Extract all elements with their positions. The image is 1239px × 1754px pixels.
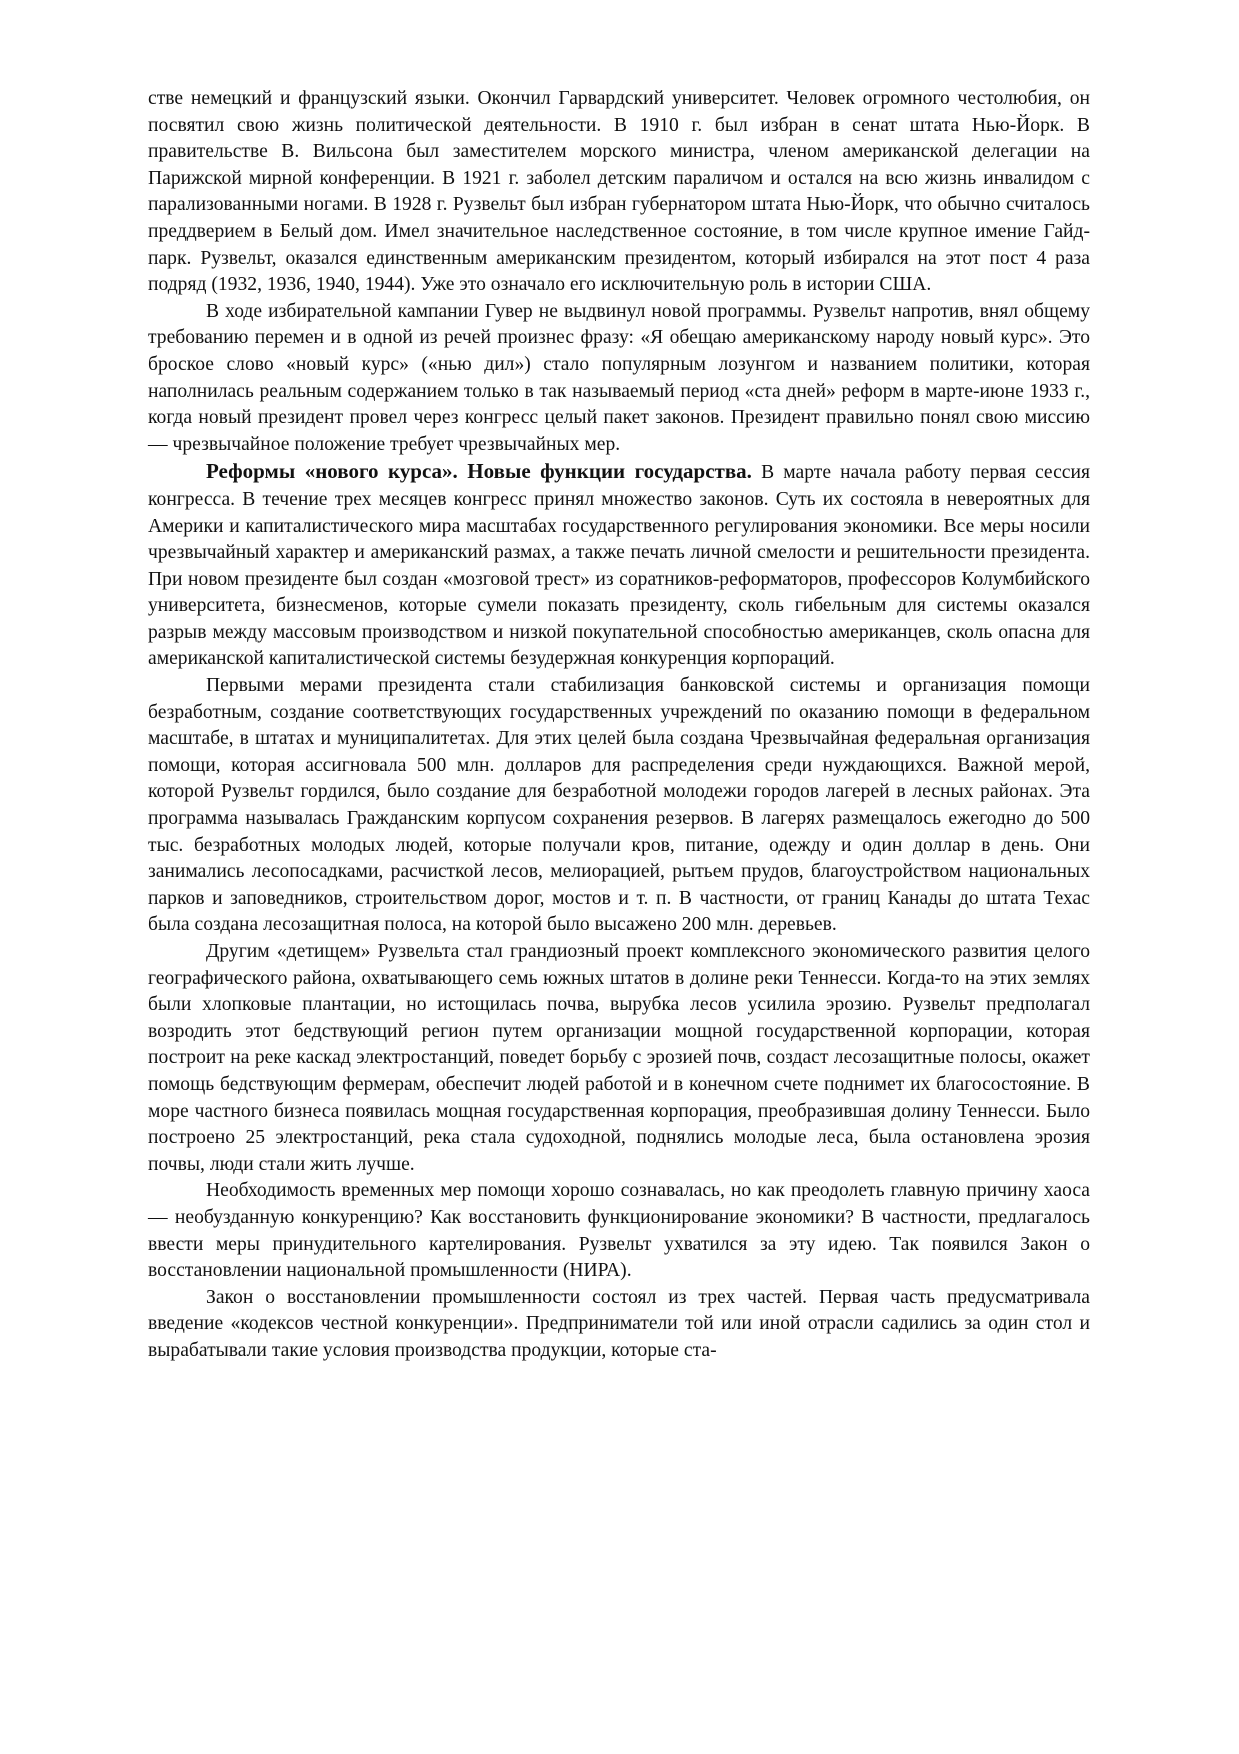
paragraph-new-deal-text: В марте начала работу первая сессия конгресса. В течение трех месяцев конгресс принял множество законов. Суть их состояла в невероятных для Америки и капиталистического мира масштабах государственного регулирования экономики. Все меры носили чрезвычайный характер и американский размах, а также печать личной смелости и решительности президента. При новом президенте был создан «мозговой трест» из соратников-реформаторов, профессоров Колумбийского университета, бизнесменов, которые сумели показать президенту, сколь гибельным для системы оказался разрыв между массовым производством и низкой покупательной способностью американцев, сколь опасна для американской капиталистической системы безудержная конкуренция корпораций.: [148, 462, 1090, 670]
paragraph-election-campaign: В ходе избирательной кампании Гувер не выдвинул новой программы. Рузвельт напротив, внял общему требованию перемен и в одной из речей произнес фразу: «Я обещаю американскому народу новый курс». Это броское слово «новый курс» («нью дил») стало популярным лозунгом и названием политики, которая наполнилась реальным содержанием только в так называемый период «ста дней» реформ в марте-июне 1933 г., когда новый президент провел через конгресс целый пакет законов. Президент правильно понял свою миссию — чрезвычайное положение требует чрезвычайных мер.: [148, 300, 1090, 455]
paragraph-tennessee-project: Другим «детищем» Рузвельта стал грандиозный проект комплексного экономического развития целого географического района, охватывающего семь южных штатов в долине реки Теннесси. Когда-то на этих землях были хлопковые плантации, но истощилась почва, вырубка лесов усилила эрозию. Рузвельт предполагал возродить этот бедствующий регион путем организации мощной государственной корпорации, которая построит на реке каскад электростанций, поведет борьбу с эрозией почв, создаст лесозащитные полосы, окажет помощь бедствующим фермерам, обеспечит людей работой и в конечном счете поднимет их благосостояние. В море частного бизнеса появилась мощная государственная корпорация, преобразившая долину Теннесси. Было построено 25 электростанций, река стала судоходной, поднялись молодые леса, была остановлена эрозия почвы, люди стали жить лучше.: [148, 941, 1090, 1175]
document-page: [148, 86, 1090, 1365]
paragraph-competition-problem: Необходимость временных мер помощи хорошо сознавалась, но как преодолеть главную причину хаоса — необузданную конкуренцию? Как восстановить функционирование экономики? В частности, предлагалось ввести меры принудительного картелирования. Рузвельт ухватился за эту идею. Так появился Закон о восстановлении национальной промышленности (НИРА).: [148, 1180, 1090, 1282]
paragraph-new-deal-reforms: [148, 458, 1090, 673]
section-heading: Реформы «нового курса». Новые функции государства.: [206, 459, 752, 484]
paragraph-first-measures: Первыми мерами президента стали стабилизация банковской системы и организация помощи безработным, создание соответствующих государственных учреждений по оказанию помощи в федеральном масштабе, в штатах и муниципалитетах. Для этих целей была создана Чрезвычайная федеральная организация помощи, которая ассигновала 500 млн. долларов для распределения среди нуждающихся. Важной мерой, которой Рузвельт гордился, было создание для безработной молодежи городов лагерей в лесных районах. Эта программа называлась Гражданским корпусом сохранения резервов. В лагерях размещалось ежегодно до 500 тыс. безработных молодых людей, которые получали кров, питание, одежду и один доллар в день. Они занимались лесопосадками, расчисткой лесов, мелиорацией, рытьем прудов, благоустройством национальных парков и заповедников, строительством дорог, мостов и т. п. В частности, от границ Канады до штата Техас была создана лесозащитная полоса, на которой было высажено 200 млн. деревьев.: [148, 675, 1090, 936]
paragraph-nira-law: Закон о восстановлении промышленности состоял из трех частей. Первая часть предусматривала введение «кодексов честной конкуренции». Предприниматели той или иной отрасли садились за один стол и вырабатывали такие условия производства продукции, которые ста-: [148, 1286, 1090, 1361]
paragraph-roosevelt-biography: стве немецкий и французский языки. Окончил Гарвардский университет. Человек огромного честолюбия, он посвятил свою жизнь политической деятельности. В 1910 г. был избран в сенат штата Нью-Йорк. В правительстве В. Вильсона был заместителем морского министра, членом американской делегации на Парижской мирной конференции. В 1921 г. заболел детским параличом и остался на всю жизнь инвалидом с парализованными ногами. В 1928 г. Рузвельт был избран губернатором штата Нью-Йорк, что обычно считалось преддверием в Белый дом. Имел значительное наследственное состояние, в том числе крупное имение Гайд-парк. Рузвельт, оказался единственным американским президентом, который избирался на этот пост 4 раза подряд (1932, 1936, 1940, 1944). Уже это означало его исключительную роль в истории США.: [148, 88, 1090, 296]
